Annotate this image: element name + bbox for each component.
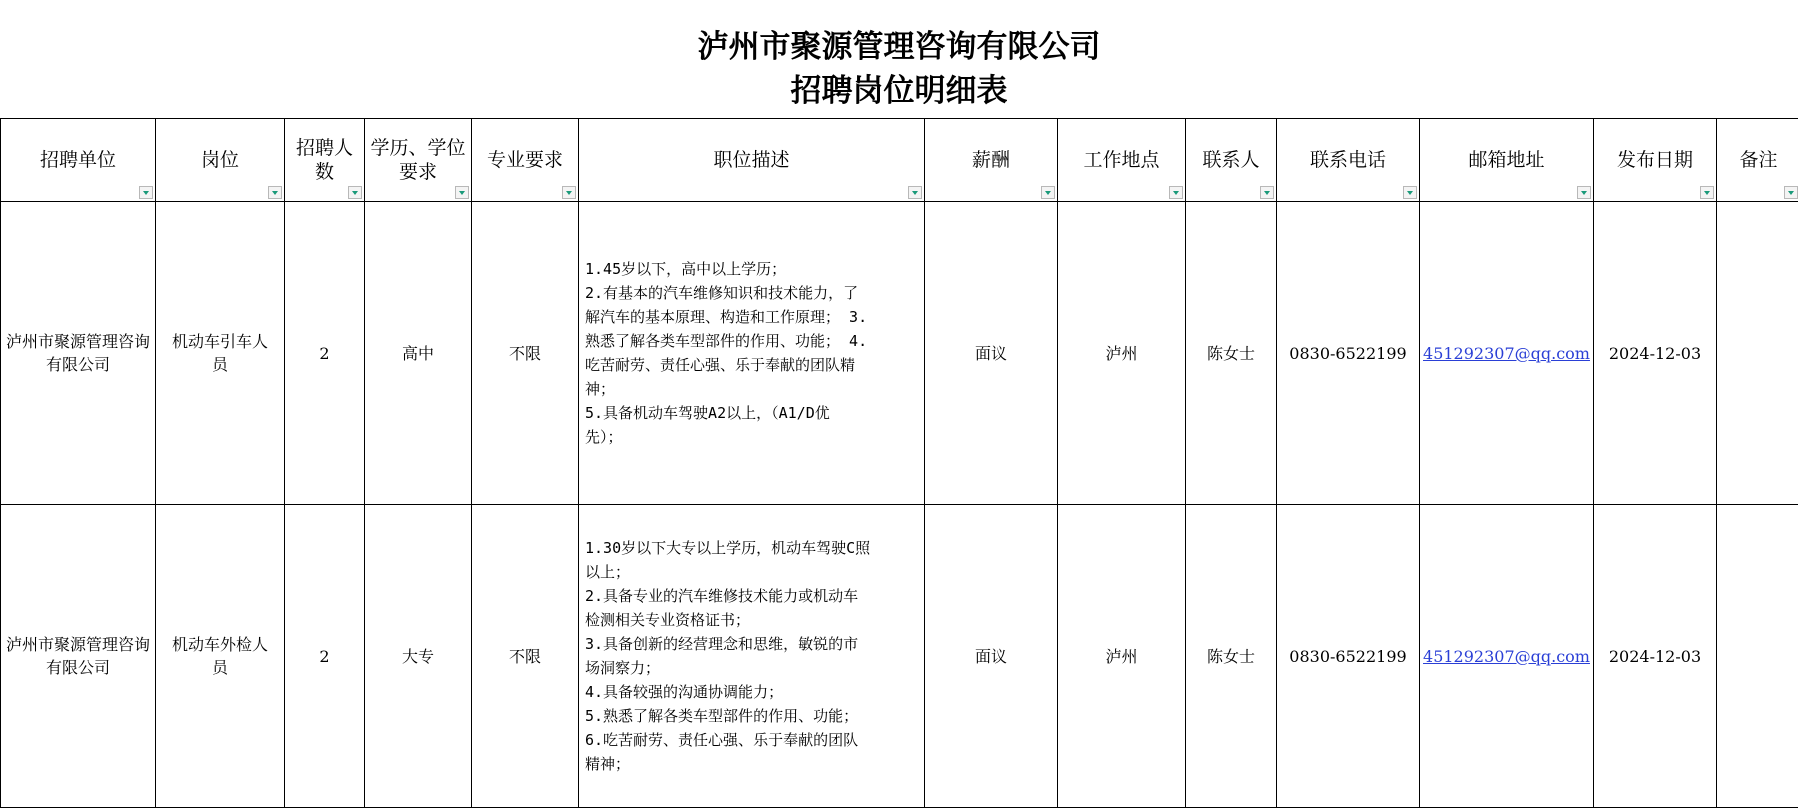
- description-line: 先）；: [585, 425, 918, 449]
- filter-dropdown-icon[interactable]: [1577, 186, 1591, 199]
- col-header-label: 招聘人数: [285, 136, 364, 184]
- col-header-description: [579, 119, 925, 202]
- description-line: 2.具备专业的汽车维修技术能力或机动车: [585, 584, 918, 608]
- col-header-unit: [1, 119, 156, 202]
- filter-dropdown-icon[interactable]: [1260, 186, 1274, 199]
- col-header-label: 邮箱地址: [1468, 149, 1544, 171]
- filter-dropdown-icon[interactable]: [1700, 186, 1714, 199]
- col-header-email: [1420, 119, 1594, 202]
- filter-dropdown-icon[interactable]: [1041, 186, 1055, 199]
- cell-description[interactable]: [579, 505, 925, 808]
- col-header-label: 发布日期: [1617, 149, 1693, 171]
- cell-remark[interactable]: [1717, 505, 1798, 808]
- description-line: 精神；: [585, 752, 918, 776]
- description-line: 5.熟悉了解各类车型部件的作用、功能；: [585, 704, 918, 728]
- col-header-label: 岗位: [201, 149, 239, 171]
- cell-date[interactable]: 2024-12-03: [1594, 202, 1717, 505]
- col-header-contact: [1186, 119, 1277, 202]
- filter-dropdown-icon[interactable]: [268, 186, 282, 199]
- description-line: 1.45岁以下，高中以上学历；: [585, 257, 918, 281]
- cell-unit[interactable]: [1, 505, 156, 808]
- table-title: 招聘岗位明细表: [0, 71, 1798, 111]
- cell-phone[interactable]: 0830-6522199: [1277, 505, 1420, 808]
- description-line: 场洞察力；: [585, 656, 918, 680]
- cell-text: 泸州市聚源管理咨询有限公司: [1, 633, 155, 679]
- col-header-phone: [1277, 119, 1420, 202]
- col-header-label: 工作地点: [1083, 149, 1159, 171]
- filter-dropdown-icon[interactable]: [348, 186, 362, 199]
- col-header-label: 学历、学位要求: [365, 136, 471, 184]
- cell-description[interactable]: [579, 202, 925, 505]
- cell-count[interactable]: 2: [285, 505, 365, 808]
- recruitment-table: [0, 118, 1798, 808]
- description-line: 熟悉了解各类车型部件的作用、功能； 4.: [585, 329, 918, 353]
- cell-email[interactable]: [1420, 505, 1594, 808]
- col-header-remark: [1717, 119, 1798, 202]
- email-link[interactable]: 451292307@qq.com: [1423, 344, 1590, 363]
- cell-phone[interactable]: 0830-6522199: [1277, 202, 1420, 505]
- cell-text: 机动车外检人员: [156, 633, 284, 679]
- description-line: 6.吃苦耐劳、责任心强、乐于奉献的团队: [585, 728, 918, 752]
- col-header-location: [1058, 119, 1186, 202]
- col-header-label: 备注: [1739, 149, 1777, 171]
- table-row: [1, 505, 1798, 808]
- filter-dropdown-icon[interactable]: [1169, 186, 1183, 199]
- filter-dropdown-icon[interactable]: [455, 186, 469, 199]
- filter-dropdown-icon[interactable]: [562, 186, 576, 199]
- description-line: 1.30岁以下大专以上学历，机动车驾驶C照: [585, 536, 918, 560]
- col-header-education: [365, 119, 472, 202]
- description-line: 解汽车的基本原理、构造和工作原理； 3.: [585, 305, 918, 329]
- description-line: 4.具备较强的沟通协调能力；: [585, 680, 918, 704]
- filter-dropdown-icon[interactable]: [1784, 186, 1798, 199]
- filter-dropdown-icon[interactable]: [1403, 186, 1417, 199]
- cell-location[interactable]: 泸州: [1058, 505, 1186, 808]
- cell-education[interactable]: 大专: [365, 505, 472, 808]
- cell-text: 机动车引车人员: [156, 330, 284, 376]
- cell-remark[interactable]: [1717, 202, 1798, 505]
- description-line: 3.具备创新的经营理念和思维，敏锐的市: [585, 632, 918, 656]
- col-header-label: 招聘单位: [40, 149, 116, 171]
- description-line: 以上；: [585, 560, 918, 584]
- filter-dropdown-icon[interactable]: [908, 186, 922, 199]
- col-header-date: [1594, 119, 1717, 202]
- description-line: 神；: [585, 377, 918, 401]
- header-row: [1, 119, 1798, 202]
- col-header-label: 职位描述: [713, 149, 789, 171]
- cell-major[interactable]: 不限: [472, 202, 579, 505]
- cell-position[interactable]: [156, 505, 285, 808]
- filter-dropdown-icon[interactable]: [139, 186, 153, 199]
- cell-text: 泸州市聚源管理咨询有限公司: [1, 330, 155, 376]
- cell-contact[interactable]: 陈女士: [1186, 505, 1277, 808]
- col-header-label: 专业要求: [487, 149, 563, 171]
- col-header-position: [156, 119, 285, 202]
- cell-major[interactable]: 不限: [472, 505, 579, 808]
- cell-location[interactable]: 泸州: [1058, 202, 1186, 505]
- cell-salary[interactable]: 面议: [925, 202, 1058, 505]
- col-header-count: [285, 119, 365, 202]
- title-block: [0, 0, 1798, 118]
- cell-count[interactable]: 2: [285, 202, 365, 505]
- description-line: 检测相关专业资格证书；: [585, 608, 918, 632]
- col-header-label: 联系人: [1202, 149, 1259, 171]
- table-row: [1, 202, 1798, 505]
- cell-contact[interactable]: 陈女士: [1186, 202, 1277, 505]
- col-header-salary: [925, 119, 1058, 202]
- cell-unit[interactable]: [1, 202, 156, 505]
- description-line: 2.有基本的汽车维修知识和技术能力，了: [585, 281, 918, 305]
- email-link[interactable]: 451292307@qq.com: [1423, 647, 1590, 666]
- cell-date[interactable]: 2024-12-03: [1594, 505, 1717, 808]
- cell-position[interactable]: [156, 202, 285, 505]
- col-header-label: 薪酬: [972, 149, 1010, 171]
- cell-email[interactable]: [1420, 202, 1594, 505]
- cell-salary[interactable]: 面议: [925, 505, 1058, 808]
- col-header-label: 联系电话: [1310, 149, 1386, 171]
- description-line: 吃苦耐劳、责任心强、乐于奉献的团队精: [585, 353, 918, 377]
- cell-education[interactable]: 高中: [365, 202, 472, 505]
- col-header-major: [472, 119, 579, 202]
- description-line: 5.具备机动车驾驶A2以上，（A1/D优: [585, 401, 918, 425]
- company-title: 泸州市聚源管理咨询有限公司: [0, 27, 1798, 67]
